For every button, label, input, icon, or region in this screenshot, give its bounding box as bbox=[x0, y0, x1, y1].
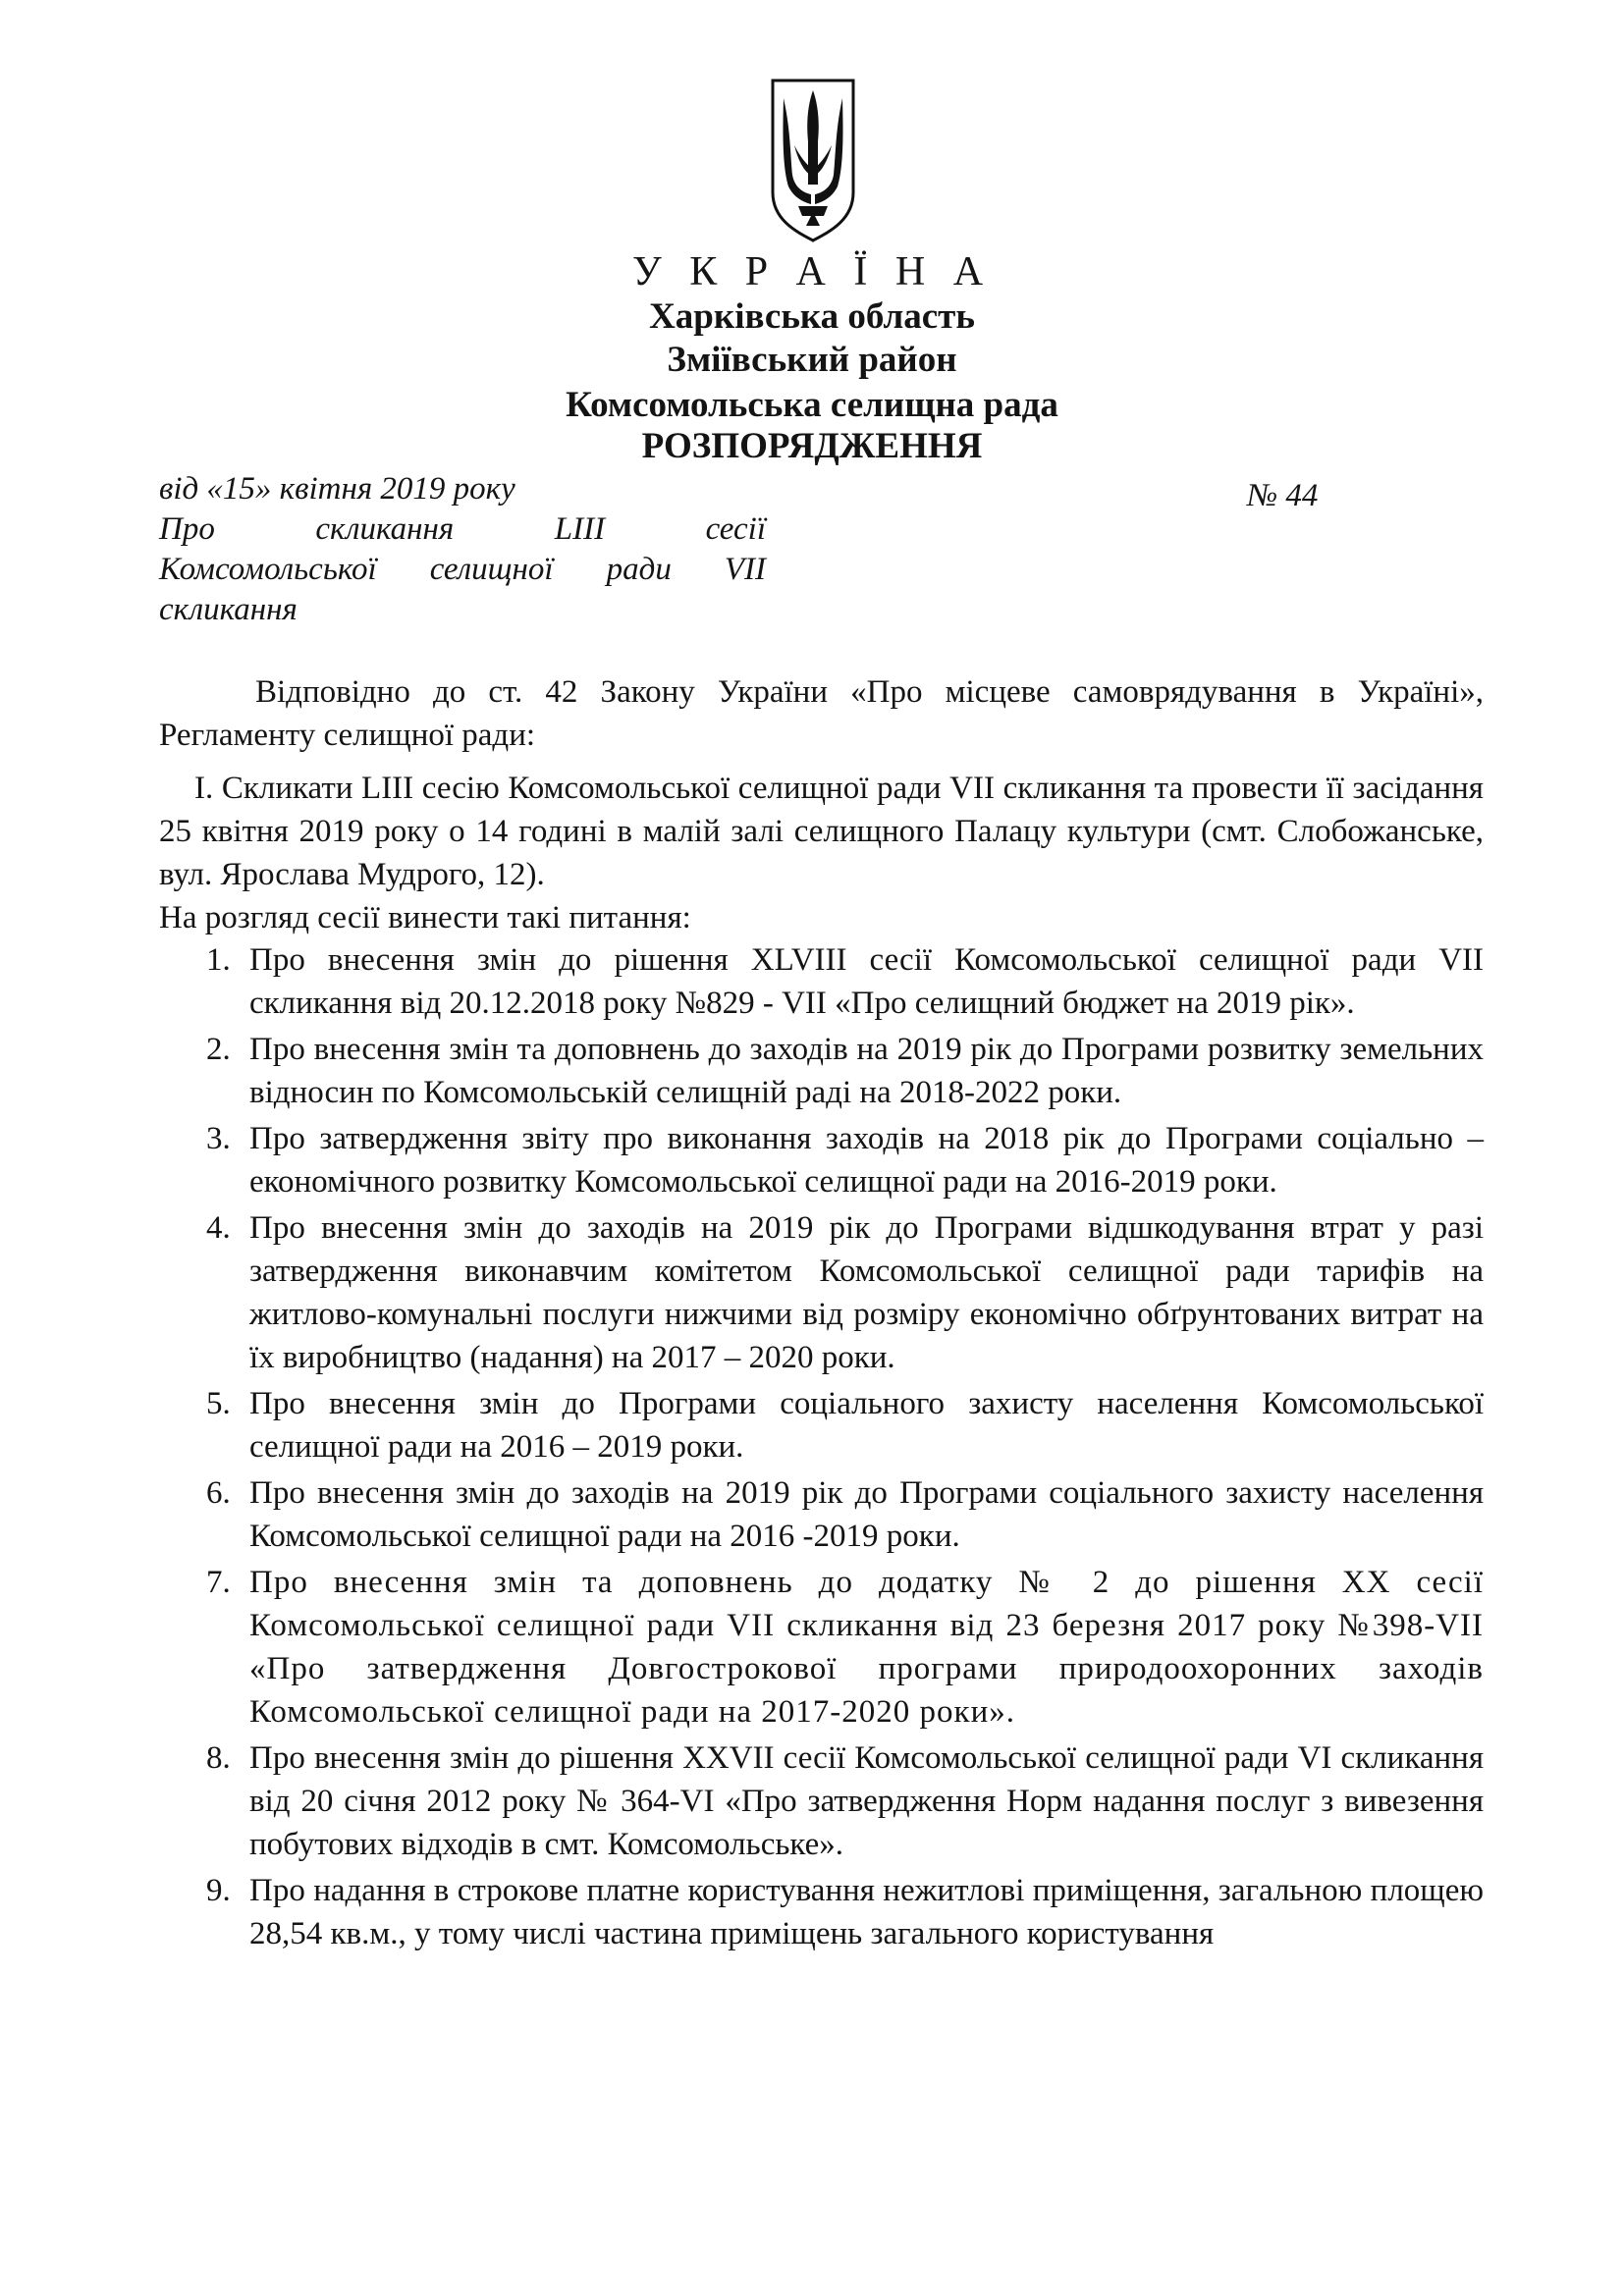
raion-name: Зміївський район bbox=[667, 340, 957, 380]
agenda-item bbox=[159, 1028, 1484, 1114]
document-date: від «15» квітня 2019 року bbox=[159, 471, 515, 507]
agenda-item-number: 4. bbox=[206, 1210, 231, 1246]
document-number: № 44 bbox=[1247, 478, 1319, 513]
document-subject bbox=[159, 509, 766, 630]
agenda-item-number: 9. bbox=[206, 1873, 231, 1908]
country-name: У К Р А Ї Н А bbox=[631, 249, 993, 294]
agenda-item-number: 5. bbox=[206, 1386, 231, 1421]
agenda-item-text: Про внесення змін та доповнень до заходів на 2019 рік до Програми розвитку земельних відносин по Комсомольській селищній раді на 2018-2022 роки. bbox=[249, 1032, 1484, 1110]
agenda-item-text: Про внесення змін до рішення XLVIII сесії Комсомольської селищної ради VII скликання від 20.12.2018 року №829 - VII «Про селищний бюджет на 2019 рік». bbox=[249, 942, 1484, 1021]
agenda-item-text: Про внесення змін до заходів на 2019 рік до Програми відшкодування втрат у разі затвердження виконавчим комітетом Комсомольської селищної ради тарифів на житлово-комунальні послуги нижчими від розміру економічно обґрунтованих витрат на їх виробництво (надання) на 2017 – 2020 роки. bbox=[249, 1210, 1484, 1375]
agenda-item-number: 7. bbox=[206, 1565, 231, 1600]
document-type-title: РОЗПОРЯДЖЕННЯ bbox=[641, 426, 983, 466]
agenda-item bbox=[159, 938, 1484, 1025]
subject-line: Комсомольської селищної ради VII bbox=[159, 552, 766, 587]
subject-line: скликання bbox=[159, 592, 298, 627]
agenda-heading: На розгляд сесії винести такі питання: bbox=[159, 900, 691, 935]
agenda-item bbox=[159, 1869, 1484, 1955]
intro-paragraph: Відповідно до ст. 42 Закону України «Про місцеве самоврядування в Україні», Регламенту селищної ради: bbox=[159, 674, 1484, 753]
agenda-item bbox=[159, 1736, 1484, 1866]
agenda-list bbox=[159, 938, 1484, 1958]
agenda-item-text: Про надання в строкове платне користування нежитлові приміщення, загальною площею 28,54 кв.м., у тому числі частина приміщень загального користування bbox=[249, 1873, 1484, 1951]
agenda-item-number: 3. bbox=[206, 1121, 231, 1156]
agenda-item bbox=[159, 1561, 1484, 1734]
agenda-item bbox=[159, 1117, 1484, 1203]
agenda-item-number: 2. bbox=[206, 1032, 231, 1067]
agenda-item bbox=[159, 1382, 1484, 1468]
agenda-item bbox=[159, 1471, 1484, 1558]
agenda-item-text: Про внесення змін до Програми соціального захисту населення Комсомольської селищної ради на 2016 – 2019 роки. bbox=[249, 1386, 1484, 1465]
item-one-paragraph: І. Скликати LIII сесію Комсомольської селищної ради VII скликання та провести її засідання 25 квітня 2019 року о 14 годині в малій залі селищного Палацу культури (смт. Слобожанське, вул. Ярослава Мудрого, 12). bbox=[159, 771, 1484, 892]
subject-line: Про скликання LIII сесії bbox=[159, 511, 766, 547]
council-name: Комсомольська селищна рада bbox=[566, 385, 1058, 425]
agenda-item-text: Про внесення змін до рішення XXVII сесії Комсомольської селищної ради VI скликання від 20 січня 2012 року № 364-VI «Про затвердження Норм надання послуг з вивезення побутових відходів в смт. Комсомольське». bbox=[249, 1740, 1484, 1862]
trident-emblem-icon bbox=[769, 77, 857, 243]
oblast-name: Харківська область bbox=[649, 296, 975, 337]
agenda-item-text: Про внесення змін до заходів на 2019 рік до Програми соціального захисту населення Комсомольської селищної ради на 2016 -2019 роки. bbox=[249, 1475, 1484, 1554]
agenda-item-text: Про внесення змін та доповнень до додатку № 2 до рішення XX сесії Комсомольської селищної ради VII скликання від 23 березня 2017 року №398-VII «Про затвердження Довгострокової програми природоохоронних заходів Комсомольської селищної ради на 2017-2020 роки». bbox=[249, 1565, 1484, 1730]
agenda-item-number: 8. bbox=[206, 1740, 231, 1776]
agenda-item-number: 1. bbox=[206, 942, 231, 978]
agenda-item-number: 6. bbox=[206, 1475, 231, 1511]
agenda-item bbox=[159, 1206, 1484, 1379]
agenda-item-text: Про затвердження звіту про виконання заходів на 2018 рік до Програми соціально – економічного розвитку Комсомольської селищної ради на 2016-2019 роки. bbox=[249, 1121, 1484, 1200]
